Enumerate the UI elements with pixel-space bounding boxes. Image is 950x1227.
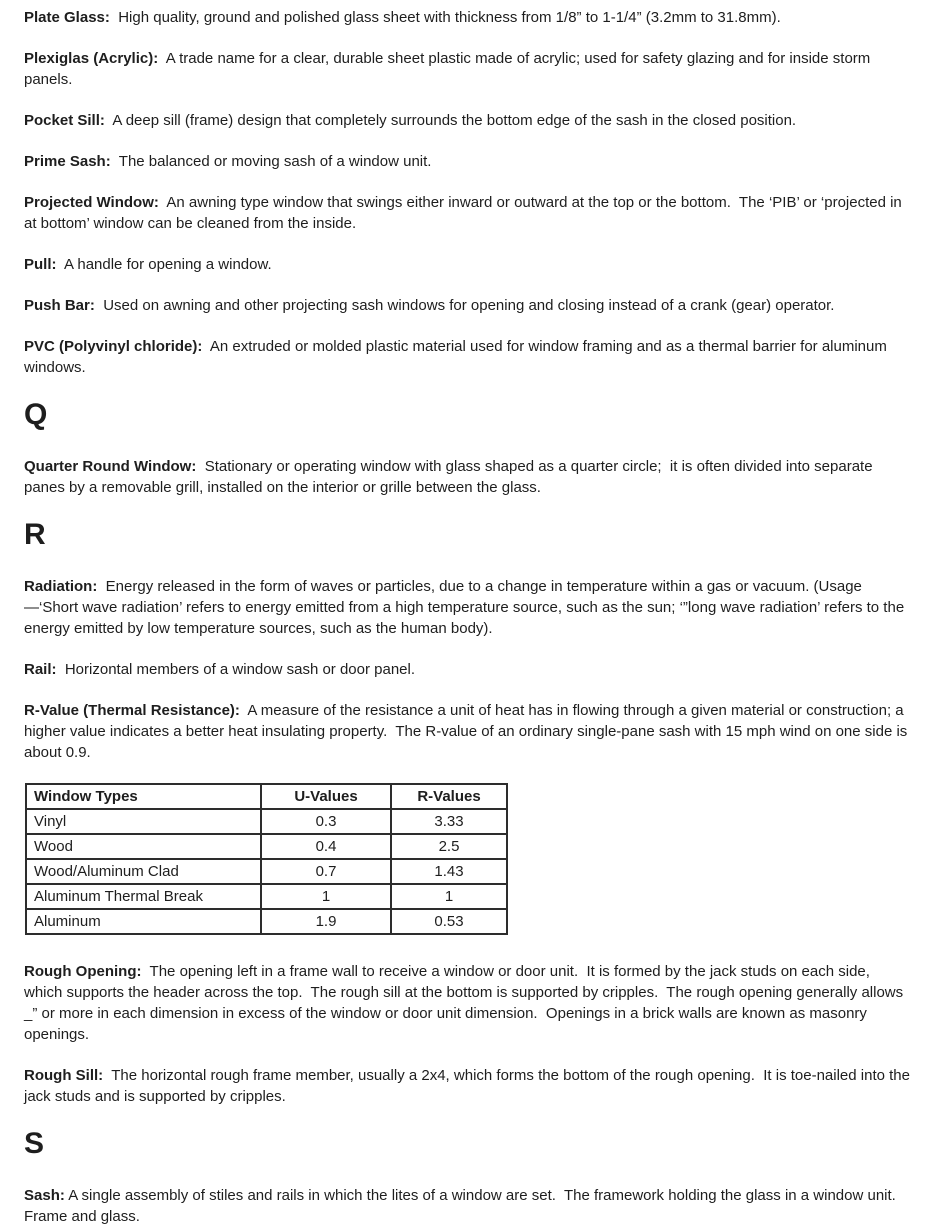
glossary-entry-pocket-sill xyxy=(24,110,912,131)
glossary-entry-plate-glass xyxy=(24,7,912,28)
term-plate-glass: Plate Glass: xyxy=(24,9,110,26)
glossary-entry-quarter-round-window xyxy=(24,456,912,498)
term-rough-sill: Rough Sill: xyxy=(24,1067,104,1084)
term-projected-window: Projected Window: xyxy=(24,194,159,211)
term-push-bar: Push Bar: xyxy=(24,297,95,314)
cell-type: Wood xyxy=(26,834,261,859)
term-sash: Sash: xyxy=(24,1187,65,1204)
definition-rail: Horizontal members of a window sash or door panel. xyxy=(56,661,416,678)
glossary-entry-rail xyxy=(24,659,912,680)
definition-plexiglas: A trade name for a clear, durable sheet plastic made of acrylic; used for safety glazing and for inside storm panels. xyxy=(24,50,875,88)
definition-projected-window: An awning type window that swings either inward or outward at the top or the bottom. The ‘PIB’ or ‘projected in at bottom’ window can be cleaned from the inside. xyxy=(24,194,906,232)
u-value-r-value-table xyxy=(25,783,508,935)
glossary-entry-pull xyxy=(24,254,912,275)
glossary-entry-r-value xyxy=(24,700,912,763)
term-radiation: Radiation: xyxy=(24,578,98,595)
table-header-window-types: Window Types xyxy=(26,784,261,809)
definition-rough-sill: The horizontal rough frame member, usually a 2x4, which forms the bottom of the rough opening. It is toe-nailed into the jack studs and is supported by cripples. xyxy=(24,1067,915,1105)
glossary-entry-rough-opening xyxy=(24,961,912,1045)
table-header-row xyxy=(26,784,507,809)
table-row-wood xyxy=(26,834,507,859)
glossary-entry-prime-sash xyxy=(24,151,912,172)
glossary-entry-rough-sill xyxy=(24,1065,915,1107)
table-header-r-values: R-Values xyxy=(391,784,507,809)
cell-r-value: 1 xyxy=(391,884,507,909)
cell-type: Aluminum Thermal Break xyxy=(26,884,261,909)
table-row-wood-aluminum-clad xyxy=(26,859,507,884)
section-heading-q: Q xyxy=(24,398,48,431)
definition-r-value: A measure of the resistance a unit of heat has in flowing through a given material or construction; a higher value indicates a better heat insulating property. The R-value of an ordinary single-pane sash with 15 mph wind on one side is about 0.9. xyxy=(24,702,912,761)
table-row-aluminum-thermal-break xyxy=(26,884,507,909)
definition-pvc: An extruded or molded plastic material used for window framing and as a thermal barrier for aluminum windows. xyxy=(24,338,892,376)
glossary-entry-sash xyxy=(24,1185,912,1227)
term-pvc: PVC (Polyvinyl chloride): xyxy=(24,338,203,355)
cell-r-value: 0.53 xyxy=(391,909,507,934)
definition-radiation: Energy released in the form of waves or particles, due to a change in temperature within a gas or vacuum. (Usage—‘Short wave radiation’ refers to energy emitted from a high temperature source, such as the sun; ‘”long wave radiation’ refers to the energy emitted by low temperature sources, such as the human body). xyxy=(24,578,909,637)
term-pull: Pull: xyxy=(24,256,57,273)
cell-r-value: 2.5 xyxy=(391,834,507,859)
cell-type: Vinyl xyxy=(26,809,261,834)
definition-quarter-round-window: Stationary or operating window with glass shaped as a quarter circle; it is often divided into separate panes by a removable grill, installed on the interior or grille between the glass. xyxy=(24,458,877,496)
cell-type: Wood/Aluminum Clad xyxy=(26,859,261,884)
cell-u-value: 1 xyxy=(261,884,391,909)
glossary-entry-pvc xyxy=(24,336,912,378)
term-prime-sash: Prime Sash: xyxy=(24,153,111,170)
cell-u-value: 0.3 xyxy=(261,809,391,834)
table-header-u-values: U-Values xyxy=(261,784,391,809)
cell-type: Aluminum xyxy=(26,909,261,934)
glossary-entry-radiation xyxy=(24,576,912,639)
glossary-entry-plexiglas xyxy=(24,48,912,90)
definition-pull: A handle for opening a window. xyxy=(56,256,272,273)
glossary-entry-push-bar xyxy=(24,295,912,316)
definition-sash: A single assembly of stiles and rails in which the lites of a window are set. The framework holding the glass in a window unit. Frame and glass. xyxy=(24,1187,905,1225)
term-rough-opening: Rough Opening: xyxy=(24,963,142,980)
term-plexiglas: Plexiglas (Acrylic): xyxy=(24,50,159,67)
cell-r-value: 1.43 xyxy=(391,859,507,884)
definition-plate-glass: High quality, ground and polished glass sheet with thickness from 1/8” to 1-1/4” (3.2mm to 31.8mm). xyxy=(109,9,781,26)
definition-pocket-sill: A deep sill (frame) design that completely surrounds the bottom edge of the sash in the closed position. xyxy=(104,112,797,129)
cell-r-value: 3.33 xyxy=(391,809,507,834)
section-heading-r: R xyxy=(24,518,46,551)
term-rail: Rail: xyxy=(24,661,57,678)
section-heading-s: S xyxy=(24,1127,45,1160)
cell-u-value: 0.7 xyxy=(261,859,391,884)
definition-rough-opening: The opening left in a frame wall to receive a window or door unit. It is formed by the jack studs on each side, which supports the header across the top. The rough sill at the bottom is supported by cripples. The rough opening generally allows _” or more in each dimension in excess of the window or door unit dimension. Openings in a brick walls are known as masonry openings. xyxy=(24,963,908,1043)
cell-u-value: 0.4 xyxy=(261,834,391,859)
definition-push-bar: Used on awning and other projecting sash windows for opening and closing instead of a crank (gear) operator. xyxy=(94,297,835,314)
term-quarter-round-window: Quarter Round Window: xyxy=(24,458,197,475)
term-r-value: R-Value (Thermal Resistance): xyxy=(24,702,240,719)
definition-prime-sash: The balanced or moving sash of a window unit. xyxy=(110,153,432,170)
cell-u-value: 1.9 xyxy=(261,909,391,934)
glossary-entry-projected-window xyxy=(24,192,912,234)
table-row-vinyl xyxy=(26,809,507,834)
term-pocket-sill: Pocket Sill: xyxy=(24,112,105,129)
table-row-aluminum xyxy=(26,909,507,934)
